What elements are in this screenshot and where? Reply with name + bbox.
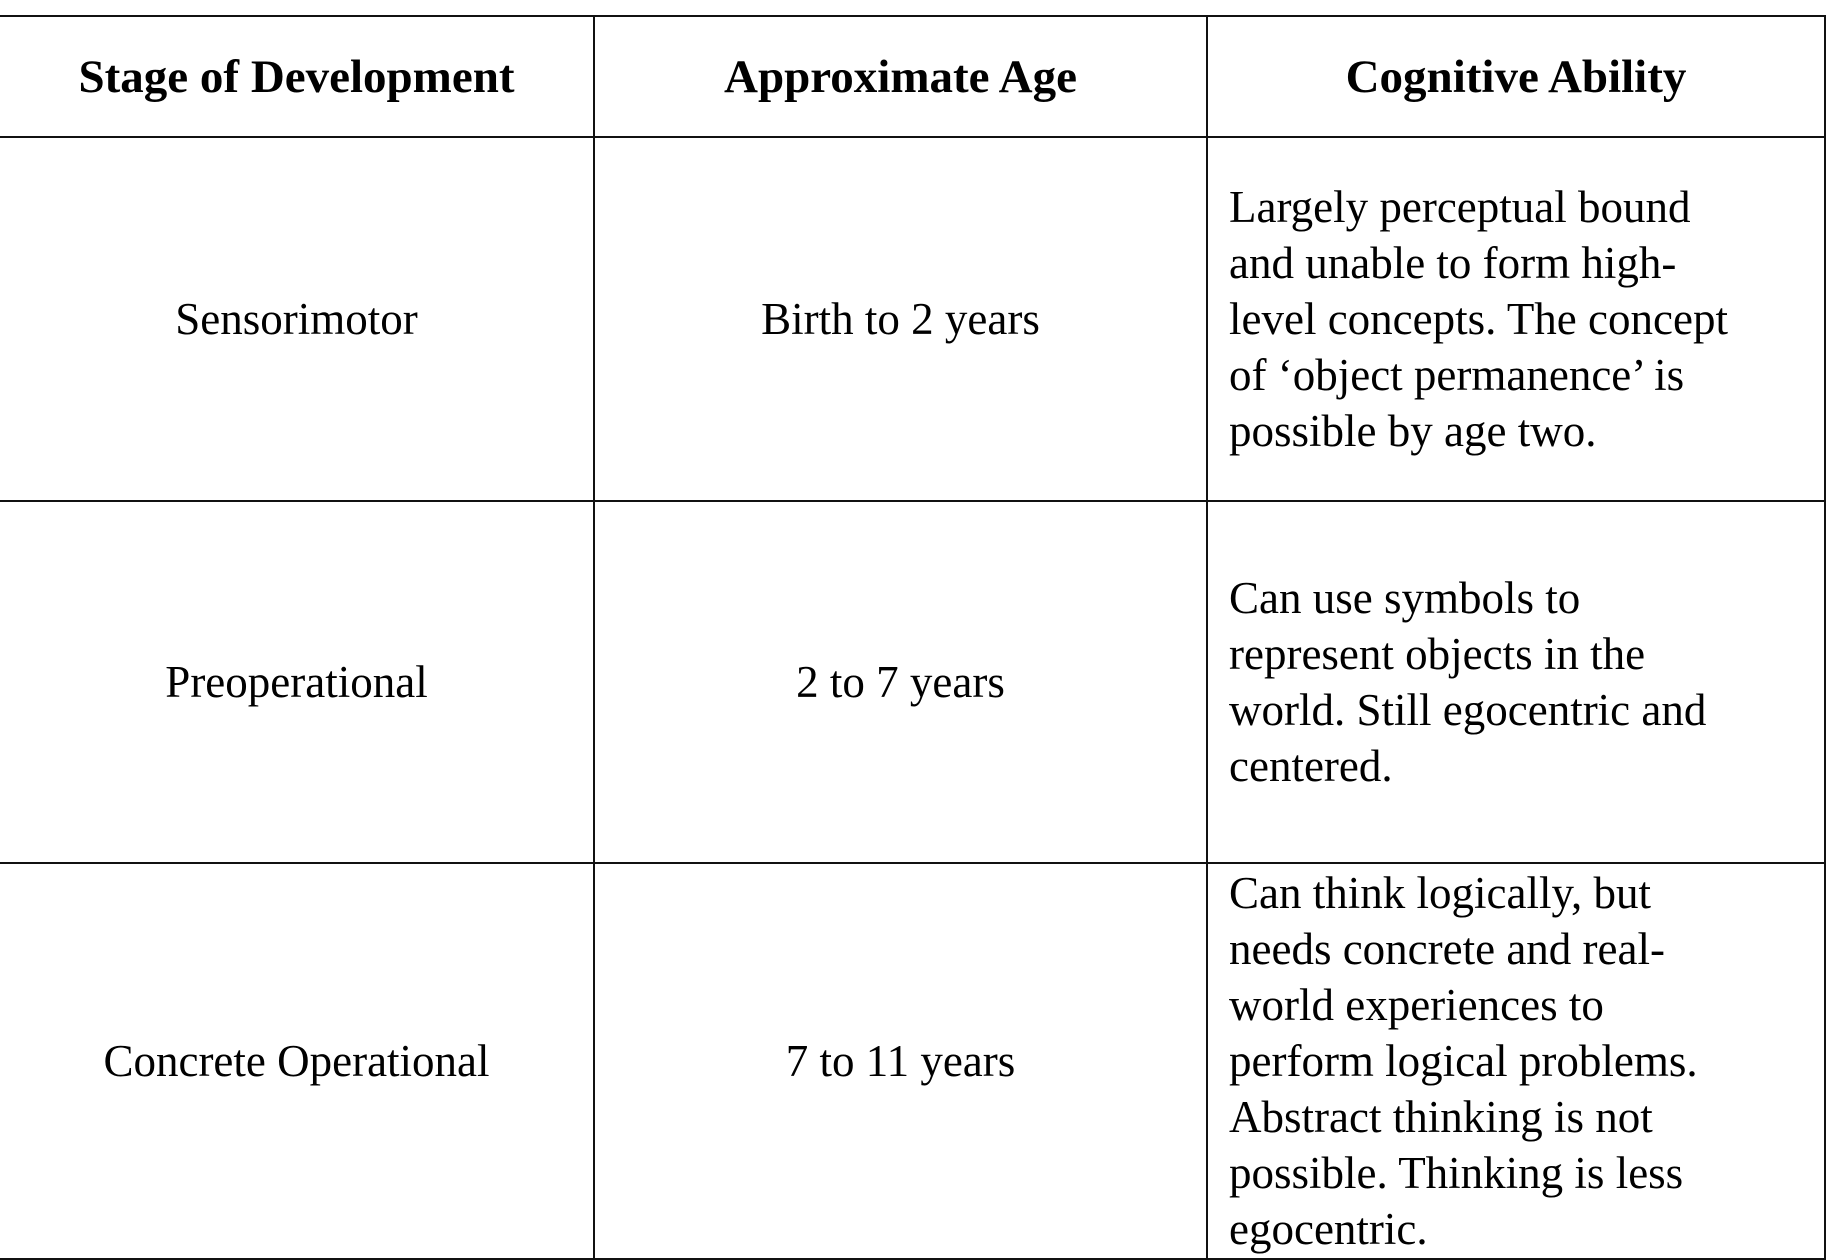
table-row xyxy=(0,501,1825,863)
header-stage: Stage of Development xyxy=(0,16,594,137)
ability-line: of ‘object permanence’ is xyxy=(1229,350,1685,400)
stage-cell: Sensorimotor xyxy=(0,137,594,501)
ability-line: Largely perceptual bound xyxy=(1229,182,1691,232)
header-ability: Cognitive Ability xyxy=(1207,16,1825,137)
ability-line: Can think logically, but xyxy=(1229,868,1652,918)
stage-cell: Preoperational xyxy=(0,501,594,863)
stage-cell: Concrete Operational xyxy=(0,863,594,1259)
ability-line: Abstract thinking is not xyxy=(1229,1092,1653,1142)
table-row xyxy=(0,863,1825,1259)
ability-cell xyxy=(1207,137,1825,501)
ability-line: and unable to form high- xyxy=(1229,238,1677,288)
ability-line: represent objects in the xyxy=(1229,629,1646,679)
ability-line: egocentric. xyxy=(1229,1204,1428,1254)
age-cell: 2 to 7 years xyxy=(594,501,1207,863)
table-row xyxy=(0,137,1825,501)
ability-line: world experiences to xyxy=(1229,980,1604,1030)
ability-line: centered. xyxy=(1229,741,1393,791)
header-age: Approximate Age xyxy=(594,16,1207,137)
ability-line: needs concrete and real- xyxy=(1229,924,1665,974)
ability-line: perform logical problems. xyxy=(1229,1036,1698,1086)
ability-cell xyxy=(1207,863,1825,1259)
age-cell: Birth to 2 years xyxy=(594,137,1207,501)
ability-line: level concepts. The concept xyxy=(1229,294,1728,344)
ability-line: possible. Thinking is less xyxy=(1229,1148,1684,1198)
ability-line: possible by age two. xyxy=(1229,406,1597,456)
ability-line: Can use symbols to xyxy=(1229,573,1581,623)
header-row xyxy=(0,16,1825,137)
piaget-stages-table xyxy=(0,15,1826,1260)
ability-cell xyxy=(1207,501,1825,863)
ability-line: world. Still egocentric and xyxy=(1229,685,1707,735)
age-cell: 7 to 11 years xyxy=(594,863,1207,1259)
